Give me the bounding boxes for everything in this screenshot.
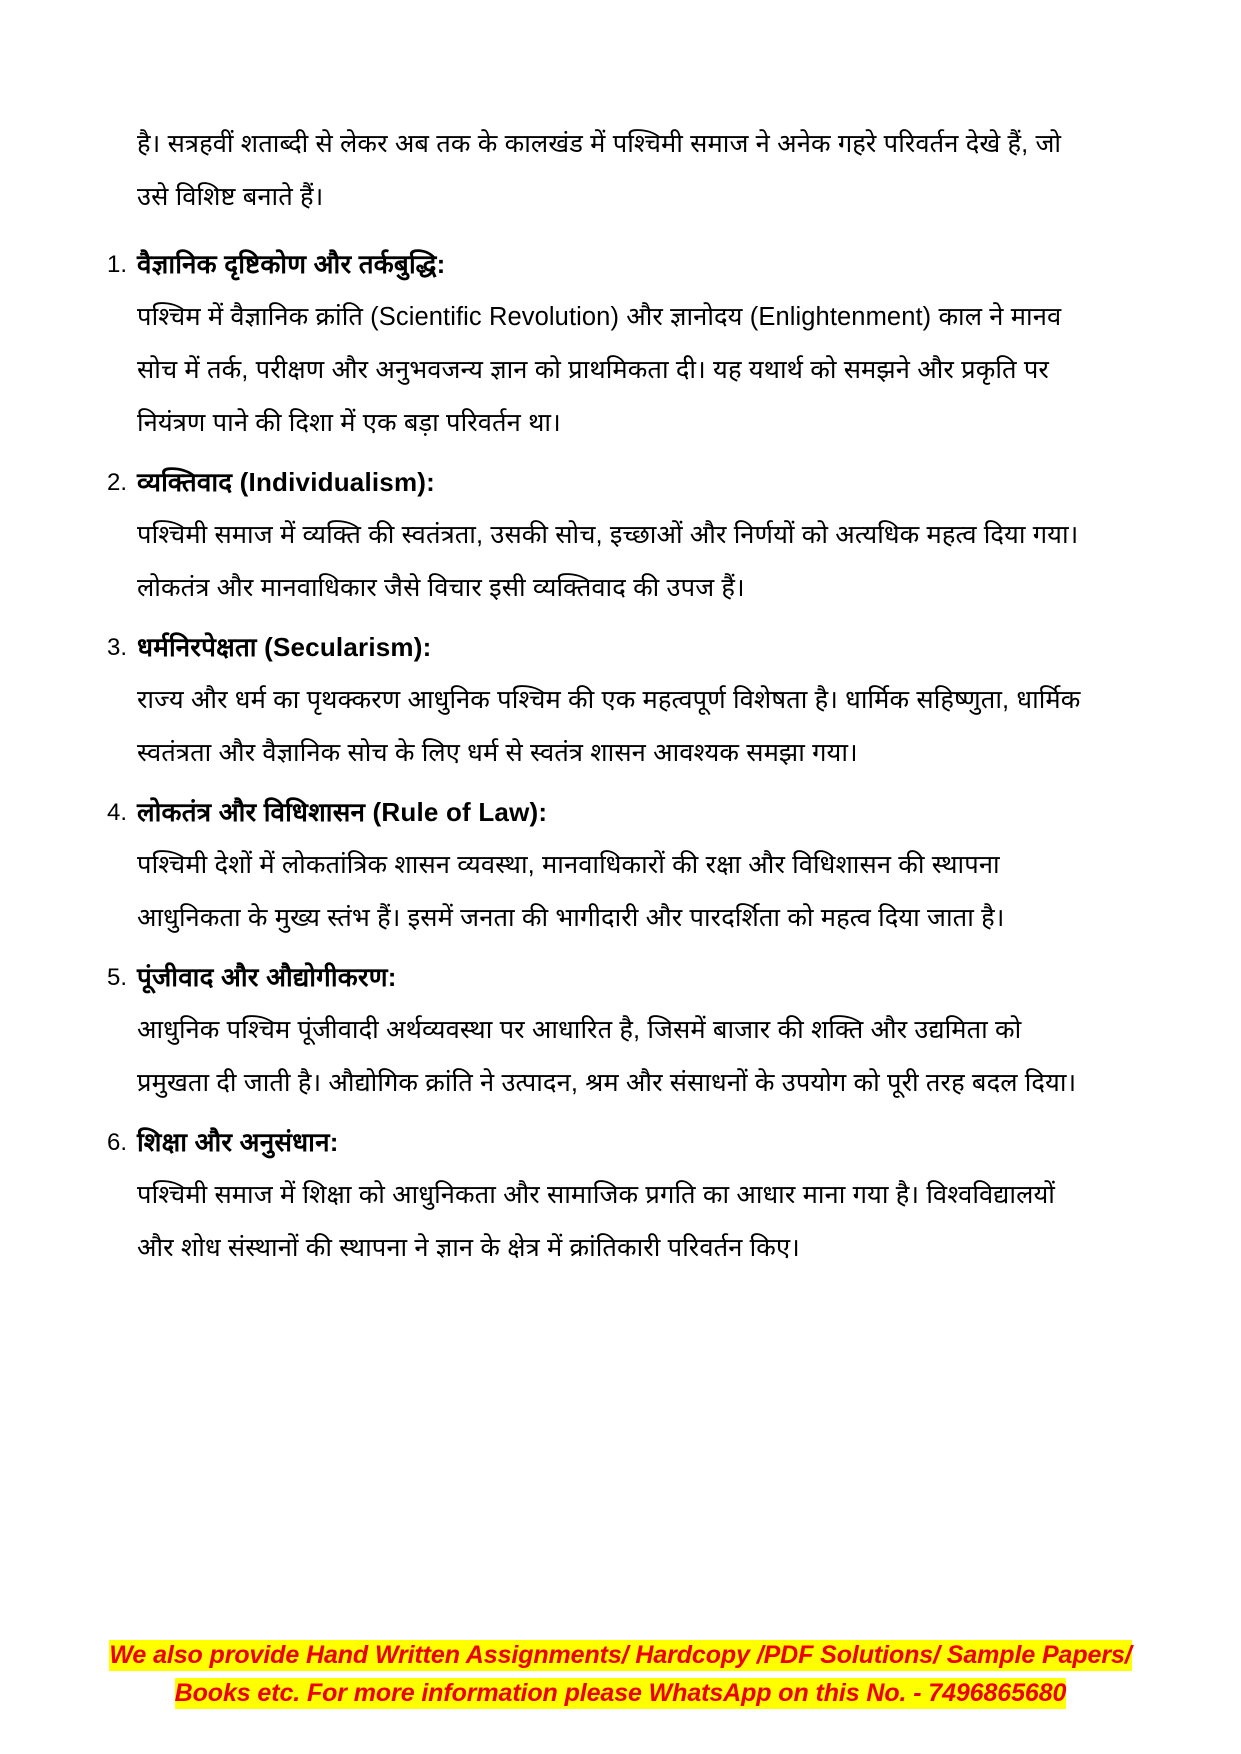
list-item-1-heading: वैज्ञानिक दृष्टिकोण और तर्कबुद्धि:: [137, 249, 446, 279]
list-item-2-heading: व्यक्तिवाद (Individualism):: [137, 467, 435, 497]
list-item-3-body: राज्य और धर्म का पृथक्करण आधुनिक पश्चिम की एक महत्वपूर्ण विशेषता है। धार्मिक सहिष्णुता, धार्मिक स्वतंत्रता और वैज्ञानिक सोच के लिए धर्म से स्वतंत्र शासन आवश्यक समझा गया।: [137, 686, 1081, 767]
list-item-4-heading: लोकतंत्र और विधिशासन (Rule of Law):: [137, 797, 548, 827]
promo-banner-line-2-text: Books etc. For more information please WhatsApp on this No. - 7496865680: [174, 1679, 1067, 1707]
numbered-list: [95, 238, 1095, 1275]
document-body: [95, 118, 1095, 1281]
list-item-4: [95, 786, 1095, 945]
list-item-6-body: पश्चिमी समाज में शिक्षा को आधुनिकता और सामाजिक प्रगति का आधार माना गया है। विश्वविद्यालयों और शोध संस्थानों की स्थापना ने ज्ञान के क्षेत्र में क्रांतिकारी परिवर्तन किए।: [137, 1181, 1055, 1262]
promo-banner-line-1-text: We also provide Hand Written Assignments/ Hardcopy /PDF Solutions/ Sample Papers/: [109, 1641, 1132, 1669]
intro-paragraph: है। सत्रहवीं शताब्दी से लेकर अब तक के कालखंड में पश्चिमी समाज ने अनेक गहरे परिवर्तन देखे हैं, जो उसे विशिष्ट बनाते हैं।: [137, 130, 1062, 211]
list-item-6-heading: शिक्षा और अनुसंधान:: [137, 1127, 339, 1157]
list-item-2: [95, 456, 1095, 615]
list-item-6: [95, 1116, 1095, 1275]
list-item-3-heading: धर्मनिरपेक्षता (Secularism):: [137, 632, 432, 662]
list-item-3: [95, 621, 1095, 780]
list-item-1: [95, 238, 1095, 450]
promo-banner-line-1: [0, 1636, 1241, 1674]
list-item-4-body: पश्चिमी देशों में लोकतांत्रिक शासन व्यवस्था, मानवाधिकारों की रक्षा और विधिशासन की स्थापना आधुनिकता के मुख्य स्तंभ हैं। इसमें जनता की भागीदारी और पारदर्शिता को महत्व दिया जाता है।: [137, 851, 1005, 932]
list-item-2-body: पश्चिमी समाज में व्यक्ति की स्वतंत्रता, उसकी सोच, इच्छाओं और निर्णयों को अत्यधिक महत्व दिया गया। लोकतंत्र और मानवाधिकार जैसे विचार इसी व्यक्तिवाद की उपज हैं।: [137, 521, 1079, 602]
list-item-5-body: आधुनिक पश्चिम पूंजीवादी अर्थव्यवस्था पर आधारित है, जिसमें बाजार की शक्ति और उद्यमिता को प्रमुखता दी जाती है। औद्योगिक क्रांति ने उत्पादन, श्रम और संसाधनों के उपयोग को पूरी तरह बदल दिया।: [137, 1016, 1077, 1097]
promo-banner-line-2: [0, 1674, 1241, 1712]
list-item-5-heading: पूंजीवाद और औद्योगीकरण:: [137, 962, 397, 992]
list-item-5: [95, 951, 1095, 1110]
list-item-1-body: पश्चिम में वैज्ञानिक क्रांति (Scientific Revolution) और ज्ञानोदय (Enlightenment) काल ने मानव सोच में तर्क, परीक्षण और अनुभवजन्य ज्ञान को प्राथमिकता दी। यह यथार्थ को समझने और प्रकृति पर नियंत्रण पाने की दिशा में एक बड़ा परिवर्तन था।: [137, 303, 1062, 437]
promo-banner: [0, 1636, 1241, 1712]
